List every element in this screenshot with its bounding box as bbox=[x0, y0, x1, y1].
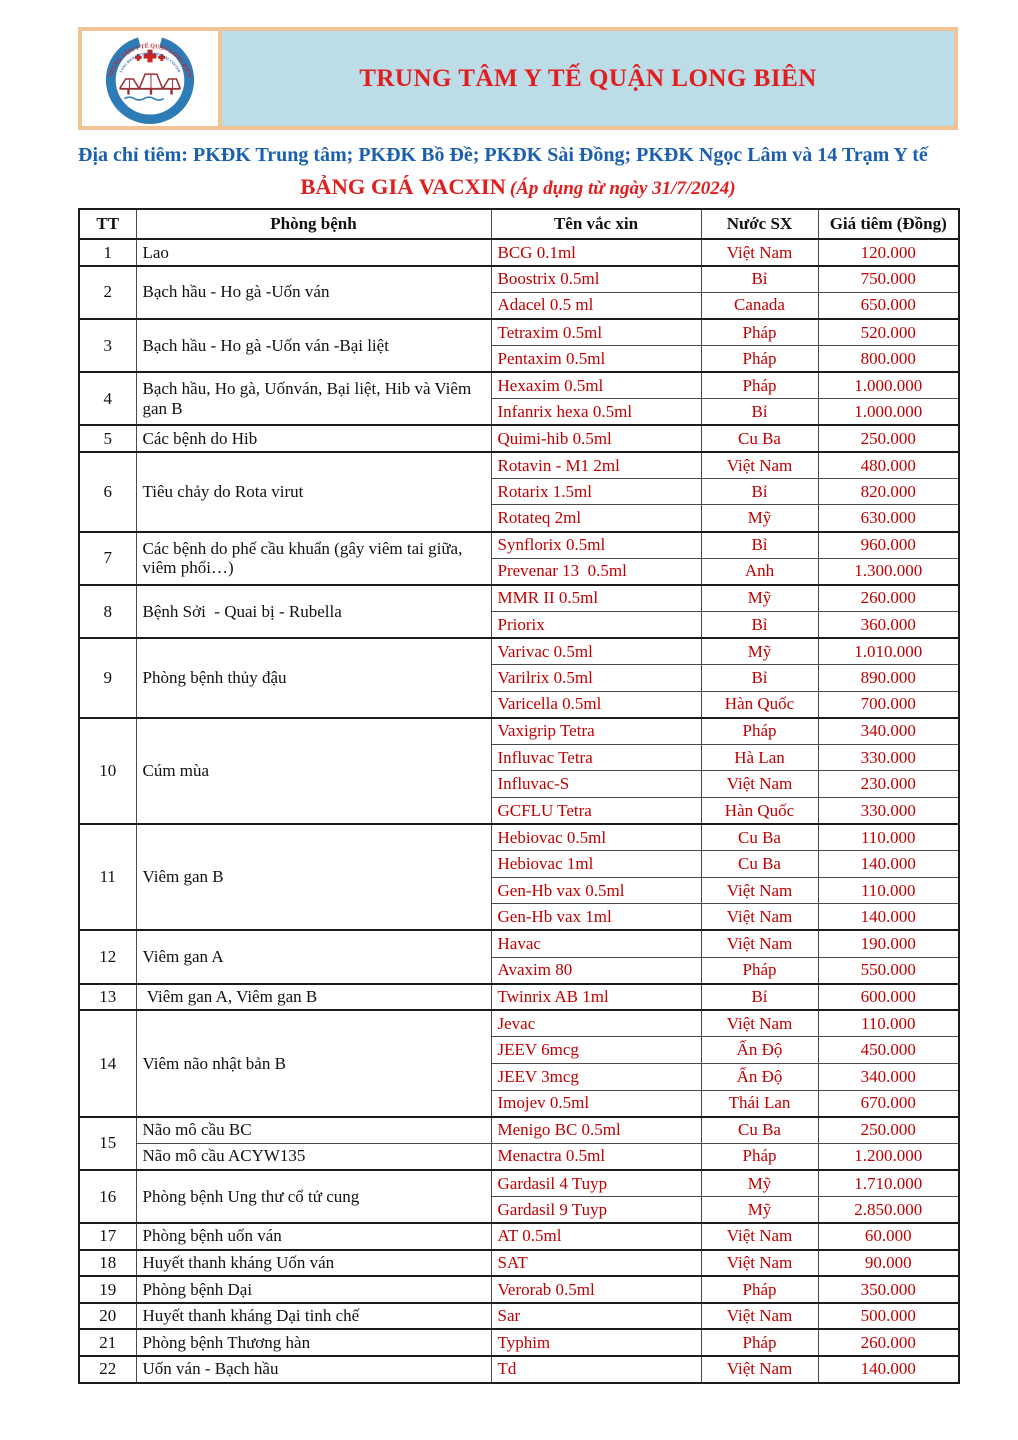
cell-tt: 22 bbox=[79, 1356, 136, 1383]
col-header-disease: Phòng bệnh bbox=[136, 209, 491, 239]
cell-disease: Bạch hầu - Ho gà -Uốn ván bbox=[136, 266, 491, 319]
cell-country: Bỉ bbox=[701, 532, 818, 559]
cell-tt: 12 bbox=[79, 930, 136, 983]
cell-price: 110.000 bbox=[818, 877, 959, 904]
cell-vaccine-name: Varilrix 0.5ml bbox=[491, 665, 701, 692]
col-header-country: Nước SX bbox=[701, 209, 818, 239]
cell-disease: Não mô cầu BC bbox=[136, 1117, 491, 1144]
cell-price: 140.000 bbox=[818, 904, 959, 931]
cell-tt: 15 bbox=[79, 1117, 136, 1170]
cell-price: 340.000 bbox=[818, 718, 959, 745]
cell-price: 60.000 bbox=[818, 1223, 959, 1250]
cell-vaccine-name: Rotarix 1.5ml bbox=[491, 478, 701, 505]
cell-price: 1.010.000 bbox=[818, 638, 959, 665]
cell-country: Mỹ bbox=[701, 585, 818, 612]
table-row bbox=[79, 1303, 959, 1330]
cell-disease: Cúm mùa bbox=[136, 718, 491, 824]
cell-price: 750.000 bbox=[818, 266, 959, 293]
cell-vaccine-name: Varicella 0.5ml bbox=[491, 691, 701, 718]
cell-country: Hàn Quốc bbox=[701, 691, 818, 718]
cell-vaccine-name: Gardasil 4 Tuyp bbox=[491, 1170, 701, 1197]
cell-country: Mỹ bbox=[701, 1196, 818, 1223]
vaccine-price-table bbox=[78, 208, 960, 1384]
cell-disease: Bạch hầu - Ho gà -Uốn ván -Bại liệt bbox=[136, 319, 491, 372]
cell-price: 230.000 bbox=[818, 771, 959, 798]
cell-vaccine-name: MMR II 0.5ml bbox=[491, 585, 701, 612]
cell-price: 670.000 bbox=[818, 1090, 959, 1117]
cell-vaccine-name: Gardasil 9 Tuyp bbox=[491, 1196, 701, 1223]
cell-price: 340.000 bbox=[818, 1063, 959, 1090]
cell-country: Pháp bbox=[701, 1143, 818, 1170]
table-row bbox=[79, 372, 959, 399]
cell-vaccine-name: Prevenar 13 0.5ml bbox=[491, 558, 701, 585]
cell-country: Pháp bbox=[701, 1276, 818, 1303]
cell-country: Bỉ bbox=[701, 478, 818, 505]
table-row bbox=[79, 1329, 959, 1356]
cell-country: Việt Nam bbox=[701, 239, 818, 266]
cell-price: 140.000 bbox=[818, 851, 959, 878]
cell-price: 700.000 bbox=[818, 691, 959, 718]
cell-country: Việt Nam bbox=[701, 904, 818, 931]
cell-country: Pháp bbox=[701, 718, 818, 745]
cell-disease: Phòng bệnh Ung thư cổ tử cung bbox=[136, 1170, 491, 1223]
cell-vaccine-name: Quimi-hib 0.5ml bbox=[491, 425, 701, 452]
org-title: TRUNG TÂM Y TẾ QUẬN LONG BIÊN bbox=[359, 64, 817, 92]
banner-main bbox=[222, 27, 958, 130]
cell-vaccine-name: Boostrix 0.5ml bbox=[491, 266, 701, 293]
cell-tt: 2 bbox=[79, 266, 136, 319]
address-line: Địa chỉ tiêm: PKĐK Trung tâm; PKĐK Bồ Đề; PKĐK Sài Đồng; PKĐK Ngọc Lâm và 14 Trạm Y tế bbox=[78, 144, 928, 166]
cell-disease: Viêm gan A bbox=[136, 930, 491, 983]
cell-disease: Uốn ván - Bạch hầu bbox=[136, 1356, 491, 1383]
logo-ring-text-top: TRUNG TÂM Y TẾ QUẬN LONG BIÊN bbox=[108, 43, 192, 78]
cell-country: Việt Nam bbox=[701, 1250, 818, 1277]
cell-disease: Huyết thanh kháng Dại tinh chế bbox=[136, 1303, 491, 1330]
cell-price: 350.000 bbox=[818, 1276, 959, 1303]
cell-vaccine-name: Varivac 0.5ml bbox=[491, 638, 701, 665]
cell-country: Pháp bbox=[701, 319, 818, 346]
cell-vaccine-name: Gen-Hb vax 0.5ml bbox=[491, 877, 701, 904]
cell-country: Cu Ba bbox=[701, 824, 818, 851]
cell-price: 110.000 bbox=[818, 824, 959, 851]
cell-price: 120.000 bbox=[818, 239, 959, 266]
cell-price: 360.000 bbox=[818, 611, 959, 638]
cell-country: Cu Ba bbox=[701, 1117, 818, 1144]
cell-country: Mỹ bbox=[701, 1170, 818, 1197]
cell-tt: 14 bbox=[79, 1010, 136, 1116]
cell-vaccine-name: Influvac-S bbox=[491, 771, 701, 798]
org-logo-icon bbox=[101, 30, 199, 128]
cell-price: 260.000 bbox=[818, 585, 959, 612]
cell-disease: Huyết thanh kháng Uốn ván bbox=[136, 1250, 491, 1277]
cell-country: Bỉ bbox=[701, 665, 818, 692]
cell-country: Việt Nam bbox=[701, 1303, 818, 1330]
cell-price: 330.000 bbox=[818, 744, 959, 771]
cell-country: Hàn Quốc bbox=[701, 797, 818, 824]
cell-price: 2.850.000 bbox=[818, 1196, 959, 1223]
cell-price: 260.000 bbox=[818, 1329, 959, 1356]
cell-vaccine-name: Tetraxim 0.5ml bbox=[491, 319, 701, 346]
vaccine-table-body bbox=[79, 239, 959, 1383]
table-row bbox=[79, 638, 959, 665]
cell-vaccine-name: SAT bbox=[491, 1250, 701, 1277]
cell-country: Pháp bbox=[701, 372, 818, 399]
cell-vaccine-name: Typhim bbox=[491, 1329, 701, 1356]
cell-tt: 11 bbox=[79, 824, 136, 930]
cell-tt: 5 bbox=[79, 425, 136, 452]
cell-price: 800.000 bbox=[818, 345, 959, 372]
cell-tt: 9 bbox=[79, 638, 136, 718]
cell-country: Ấn Độ bbox=[701, 1063, 818, 1090]
logo-box bbox=[78, 27, 222, 130]
cell-country: Việt Nam bbox=[701, 877, 818, 904]
cell-vaccine-name: Pentaxim 0.5ml bbox=[491, 345, 701, 372]
table-row bbox=[79, 1356, 959, 1383]
cell-vaccine-name: Infanrix hexa 0.5ml bbox=[491, 399, 701, 426]
cell-vaccine-name: Havac bbox=[491, 930, 701, 957]
col-header-tt: TT bbox=[79, 209, 136, 239]
cell-vaccine-name: Adacel 0.5 ml bbox=[491, 292, 701, 319]
cell-vaccine-name: Sar bbox=[491, 1303, 701, 1330]
header-banner bbox=[78, 27, 958, 130]
price-title: BẢNG GIÁ VACXIN bbox=[300, 174, 506, 199]
table-row bbox=[79, 319, 959, 346]
cell-price: 480.000 bbox=[818, 452, 959, 479]
cell-country: Thái Lan bbox=[701, 1090, 818, 1117]
table-row bbox=[79, 1010, 959, 1037]
cell-tt: 4 bbox=[79, 372, 136, 425]
cell-tt: 17 bbox=[79, 1223, 136, 1250]
cell-price: 1.000.000 bbox=[818, 372, 959, 399]
cell-tt: 20 bbox=[79, 1303, 136, 1330]
cell-disease: Các bệnh do Hib bbox=[136, 425, 491, 452]
cell-country: Pháp bbox=[701, 957, 818, 984]
logo-ring-text-inner: LONG BIEN DISTRICT MEDICAL CENTER bbox=[118, 50, 182, 73]
cell-price: 190.000 bbox=[818, 930, 959, 957]
cell-vaccine-name: GCFLU Tetra bbox=[491, 797, 701, 824]
cell-vaccine-name: Influvac Tetra bbox=[491, 744, 701, 771]
cell-disease: Viêm não nhật bản B bbox=[136, 1010, 491, 1116]
cell-vaccine-name: Synflorix 0.5ml bbox=[491, 532, 701, 559]
cell-price: 820.000 bbox=[818, 478, 959, 505]
cell-country: Ấn Độ bbox=[701, 1037, 818, 1064]
cell-tt: 6 bbox=[79, 452, 136, 532]
cell-tt: 18 bbox=[79, 1250, 136, 1277]
cell-disease: Bạch hầu, Ho gà, Uốnván, Bại liệt, Hib và Viêm gan B bbox=[136, 372, 491, 425]
cell-vaccine-name: BCG 0.1ml bbox=[491, 239, 701, 266]
cell-vaccine-name: JEEV 6mcg bbox=[491, 1037, 701, 1064]
cell-vaccine-name: AT 0.5ml bbox=[491, 1223, 701, 1250]
cell-tt: 21 bbox=[79, 1329, 136, 1356]
cell-price: 330.000 bbox=[818, 797, 959, 824]
cell-price: 960.000 bbox=[818, 532, 959, 559]
cell-price: 110.000 bbox=[818, 1010, 959, 1037]
table-row bbox=[79, 585, 959, 612]
cell-country: Mỹ bbox=[701, 505, 818, 532]
cell-country: Việt Nam bbox=[701, 1356, 818, 1383]
cell-disease: Các bệnh do phế cầu khuẩn (gây viêm tai giữa, viêm phổi…) bbox=[136, 532, 491, 585]
price-title-line bbox=[78, 174, 958, 200]
cell-price: 1.300.000 bbox=[818, 558, 959, 585]
cell-price: 250.000 bbox=[818, 1117, 959, 1144]
table-row bbox=[79, 425, 959, 452]
cell-tt: 3 bbox=[79, 319, 136, 372]
cell-tt: 13 bbox=[79, 984, 136, 1011]
table-row bbox=[79, 1223, 959, 1250]
table-row bbox=[79, 1276, 959, 1303]
cell-vaccine-name: Td bbox=[491, 1356, 701, 1383]
price-subtitle: (Áp dụng từ ngày 31/7/2024) bbox=[509, 178, 736, 199]
cell-country: Anh bbox=[701, 558, 818, 585]
cell-price: 1.200.000 bbox=[818, 1143, 959, 1170]
cell-disease: Phòng bệnh thủy đậu bbox=[136, 638, 491, 718]
table-row bbox=[79, 266, 959, 293]
cell-country: Bỉ bbox=[701, 266, 818, 293]
cell-price: 1.710.000 bbox=[818, 1170, 959, 1197]
cell-vaccine-name: JEEV 3mcg bbox=[491, 1063, 701, 1090]
cell-disease: Phòng bệnh Dại bbox=[136, 1276, 491, 1303]
cell-country: Canada bbox=[701, 292, 818, 319]
cell-country: Pháp bbox=[701, 1329, 818, 1356]
cell-tt: 19 bbox=[79, 1276, 136, 1303]
cell-vaccine-name: Menigo BC 0.5ml bbox=[491, 1117, 701, 1144]
cell-disease: Phòng bệnh uốn ván bbox=[136, 1223, 491, 1250]
cell-country: Việt Nam bbox=[701, 452, 818, 479]
cell-tt: 8 bbox=[79, 585, 136, 638]
cell-country: Cu Ba bbox=[701, 851, 818, 878]
cell-tt: 16 bbox=[79, 1170, 136, 1223]
cell-country: Việt Nam bbox=[701, 771, 818, 798]
table-row bbox=[79, 930, 959, 957]
cell-price: 550.000 bbox=[818, 957, 959, 984]
table-row bbox=[79, 1170, 959, 1197]
cell-disease: Phòng bệnh Thương hàn bbox=[136, 1329, 491, 1356]
col-header-vaccine: Tên vắc xin bbox=[491, 209, 701, 239]
cell-price: 1.000.000 bbox=[818, 399, 959, 426]
table-row bbox=[79, 1143, 959, 1170]
cell-country: Bỉ bbox=[701, 399, 818, 426]
table-row bbox=[79, 824, 959, 851]
cell-vaccine-name: Gen-Hb vax 1ml bbox=[491, 904, 701, 931]
cell-vaccine-name: Hebiovac 1ml bbox=[491, 851, 701, 878]
cell-country: Cu Ba bbox=[701, 425, 818, 452]
cell-vaccine-name: Imojev 0.5ml bbox=[491, 1090, 701, 1117]
cell-vaccine-name: Hexaxim 0.5ml bbox=[491, 372, 701, 399]
cell-country: Pháp bbox=[701, 345, 818, 372]
col-header-price: Giá tiêm (Đồng) bbox=[818, 209, 959, 239]
cell-disease: Tiêu chảy do Rota virut bbox=[136, 452, 491, 532]
table-row bbox=[79, 239, 959, 266]
cell-vaccine-name: Priorix bbox=[491, 611, 701, 638]
cell-disease: Bệnh Sởi - Quai bị - Rubella bbox=[136, 585, 491, 638]
cell-country: Bỉ bbox=[701, 611, 818, 638]
cell-tt: 1 bbox=[79, 239, 136, 266]
cell-country: Bỉ bbox=[701, 984, 818, 1011]
table-row bbox=[79, 1117, 959, 1144]
cell-vaccine-name: Verorab 0.5ml bbox=[491, 1276, 701, 1303]
cell-vaccine-name: Hebiovac 0.5ml bbox=[491, 824, 701, 851]
cell-vaccine-name: Vaxigrip Tetra bbox=[491, 718, 701, 745]
cell-vaccine-name: Jevac bbox=[491, 1010, 701, 1037]
cell-price: 650.000 bbox=[818, 292, 959, 319]
table-row bbox=[79, 1250, 959, 1277]
cell-price: 250.000 bbox=[818, 425, 959, 452]
cell-country: Việt Nam bbox=[701, 930, 818, 957]
cell-vaccine-name: Rotateq 2ml bbox=[491, 505, 701, 532]
cell-disease: Viêm gan B bbox=[136, 824, 491, 930]
cell-price: 600.000 bbox=[818, 984, 959, 1011]
cell-country: Việt Nam bbox=[701, 1223, 818, 1250]
cell-price: 890.000 bbox=[818, 665, 959, 692]
cell-country: Việt Nam bbox=[701, 1010, 818, 1037]
table-row bbox=[79, 452, 959, 479]
table-row bbox=[79, 532, 959, 559]
table-row bbox=[79, 984, 959, 1011]
cell-price: 450.000 bbox=[818, 1037, 959, 1064]
cell-disease: Viêm gan A, Viêm gan B bbox=[136, 984, 491, 1011]
cell-price: 500.000 bbox=[818, 1303, 959, 1330]
cell-vaccine-name: Rotavin - M1 2ml bbox=[491, 452, 701, 479]
cell-vaccine-name: Menactra 0.5ml bbox=[491, 1143, 701, 1170]
cell-disease: Lao bbox=[136, 239, 491, 266]
cell-vaccine-name: Twinrix AB 1ml bbox=[491, 984, 701, 1011]
cell-price: 140.000 bbox=[818, 1356, 959, 1383]
table-row bbox=[79, 718, 959, 745]
cell-disease: Não mô cầu ACYW135 bbox=[136, 1143, 491, 1170]
cell-price: 520.000 bbox=[818, 319, 959, 346]
cell-country: Mỹ bbox=[701, 638, 818, 665]
cell-tt: 10 bbox=[79, 718, 136, 824]
cell-price: 630.000 bbox=[818, 505, 959, 532]
cell-tt: 7 bbox=[79, 532, 136, 585]
cell-price: 90.000 bbox=[818, 1250, 959, 1277]
cell-country: Hà Lan bbox=[701, 744, 818, 771]
cell-vaccine-name: Avaxim 80 bbox=[491, 957, 701, 984]
table-header-row bbox=[79, 209, 959, 239]
